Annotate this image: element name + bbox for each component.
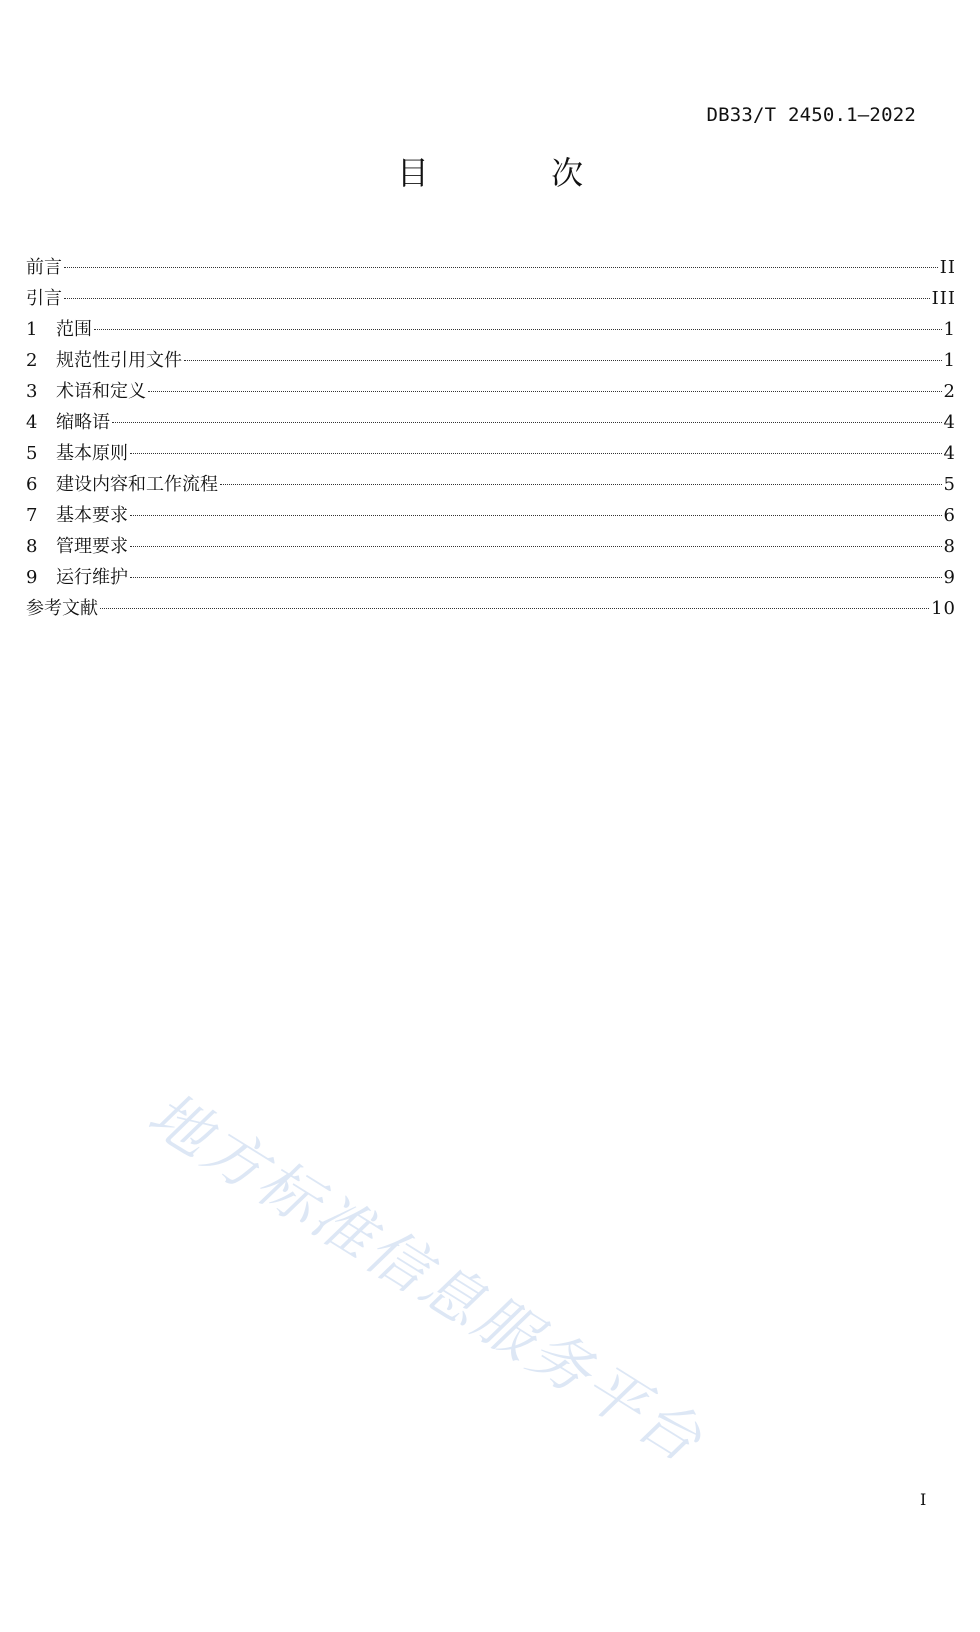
toc-leader-dots bbox=[130, 546, 942, 547]
page-title: 目 次 bbox=[396, 154, 640, 192]
toc-entry-page: 1 bbox=[943, 319, 956, 340]
toc-entry-label: 基本原则 bbox=[56, 443, 128, 464]
toc-leader-dots bbox=[100, 608, 929, 609]
toc-leader-dots bbox=[148, 391, 942, 392]
toc-entry-foreword[interactable] bbox=[26, 252, 956, 283]
toc-entry-7[interactable] bbox=[26, 500, 956, 531]
toc-entry-number: 7 bbox=[26, 505, 38, 526]
toc-leader-dots bbox=[94, 329, 942, 330]
page-number: I bbox=[920, 1490, 927, 1509]
toc-entry-label: 引言 bbox=[26, 288, 62, 309]
watermark: 地方标准信息服务平台 bbox=[136, 1079, 716, 1478]
toc-entry-page: 10 bbox=[931, 598, 956, 619]
toc-entry-label: 术语和定义 bbox=[56, 381, 146, 402]
toc-entry-page: 1 bbox=[943, 350, 956, 371]
toc-entry-label: 运行维护 bbox=[56, 567, 128, 588]
toc-entry-number: 6 bbox=[26, 474, 38, 495]
toc-leader-dots bbox=[64, 298, 930, 299]
toc-entry-page: III bbox=[931, 288, 956, 309]
toc-leader-dots bbox=[220, 484, 942, 485]
toc-entry-2[interactable] bbox=[26, 345, 956, 376]
toc-entry-4[interactable] bbox=[26, 407, 956, 438]
toc-entry-page: 6 bbox=[943, 505, 956, 526]
toc-entry-label: 缩略语 bbox=[56, 412, 110, 433]
toc-entry-9[interactable] bbox=[26, 562, 956, 593]
toc-leader-dots bbox=[130, 577, 942, 578]
toc-entry-page: 2 bbox=[943, 381, 956, 402]
toc-entry-page: 4 bbox=[943, 443, 956, 464]
toc-entry-page: II bbox=[939, 257, 956, 278]
toc-leader-dots bbox=[184, 360, 942, 361]
toc-entry-number: 2 bbox=[26, 350, 38, 371]
toc-entry-page: 8 bbox=[943, 536, 956, 557]
document-code: DB33/T 2450.1—2022 bbox=[706, 104, 916, 126]
toc-entry-label: 建设内容和工作流程 bbox=[56, 474, 218, 495]
toc-entry-3[interactable] bbox=[26, 376, 956, 407]
toc-entry-label: 规范性引用文件 bbox=[56, 350, 182, 371]
toc-leader-dots bbox=[130, 453, 942, 454]
toc-entry-number: 3 bbox=[26, 381, 38, 402]
toc-entry-5[interactable] bbox=[26, 438, 956, 469]
toc-entry-label: 范围 bbox=[56, 319, 92, 340]
toc-entry-label: 基本要求 bbox=[56, 505, 128, 526]
toc-entry-number: 8 bbox=[26, 536, 38, 557]
toc-entry-6[interactable] bbox=[26, 469, 956, 500]
toc-entry-number: 4 bbox=[26, 412, 38, 433]
toc-entry-number: 5 bbox=[26, 443, 38, 464]
toc-entry-label: 参考文献 bbox=[26, 598, 98, 619]
table-of-contents bbox=[26, 252, 956, 624]
toc-entry-number: 9 bbox=[26, 567, 38, 588]
toc-entry-1[interactable] bbox=[26, 314, 956, 345]
toc-leader-dots bbox=[112, 422, 942, 423]
toc-entry-8[interactable] bbox=[26, 531, 956, 562]
toc-entry-page: 9 bbox=[943, 567, 956, 588]
toc-entry-page: 4 bbox=[943, 412, 956, 433]
toc-entry-number: 1 bbox=[26, 319, 38, 340]
toc-entry-bibliography[interactable] bbox=[26, 593, 956, 624]
toc-entry-page: 5 bbox=[943, 474, 956, 495]
toc-leader-dots bbox=[130, 515, 942, 516]
toc-entry-introduction[interactable] bbox=[26, 283, 956, 314]
toc-entry-label: 前言 bbox=[26, 257, 62, 278]
toc-entry-label: 管理要求 bbox=[56, 536, 128, 557]
toc-leader-dots bbox=[64, 267, 938, 268]
